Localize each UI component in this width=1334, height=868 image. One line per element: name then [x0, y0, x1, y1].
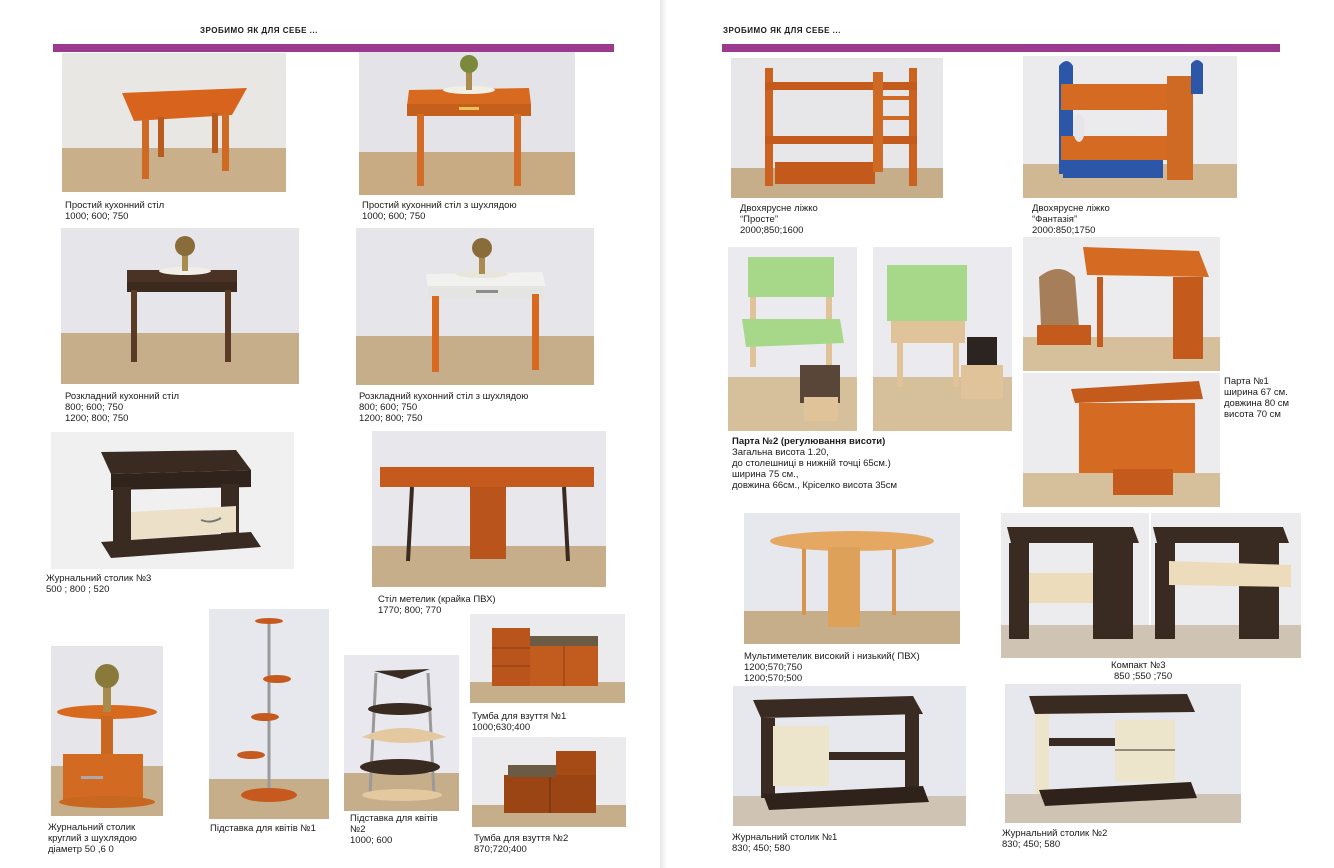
photo-flower-stand-2 — [344, 655, 459, 811]
caption-p3 — [65, 391, 179, 424]
caption-title: Парта №1 — [1224, 376, 1269, 387]
caption-title: Простий кухонний стіл з шухлядою — [362, 200, 517, 211]
photo-bunk-bed-fantasy — [1023, 56, 1237, 198]
photo-coffee-table-3 — [51, 432, 294, 569]
photo-folding-kitchen-table — [61, 228, 299, 384]
caption-line: ширина 67 см. — [1224, 387, 1288, 398]
caption-title: Розкладний кухонний стіл з шухлядою — [359, 391, 529, 402]
photo-shoe-cabinet-1 — [470, 614, 625, 703]
caption-title: Парта №2 (регулювання висоти) — [732, 436, 886, 447]
photo-folding-table-drawer — [356, 228, 594, 385]
photo-coffee-table-2 — [1005, 684, 1241, 823]
photo-compact-3 — [1001, 513, 1301, 658]
caption-line: 1000; 600 — [350, 835, 393, 846]
caption-line: “Фантазія” — [1032, 214, 1078, 225]
photo-kitchen-table-drawer — [359, 52, 575, 195]
photo-desk-2-low — [728, 247, 857, 431]
caption-line: 2000;850;1600 — [740, 225, 804, 236]
caption-r2 — [1032, 203, 1110, 236]
caption-p7 — [48, 822, 137, 855]
caption-line: круглий з шухлядою — [48, 833, 137, 844]
caption-line: 500 ; 800 ; 520 — [46, 584, 110, 595]
caption-line: Загальна висота 1.20, — [732, 447, 829, 458]
page-gutter — [660, 0, 667, 868]
photo-shoe-cabinet-2 — [472, 737, 626, 827]
caption-line: “Просте” — [740, 214, 778, 225]
photo-flower-stand-1 — [209, 609, 329, 819]
caption-p8 — [210, 823, 316, 834]
photo-multi-butterfly — [744, 513, 960, 644]
caption-line: 800; 600; 750 — [65, 402, 124, 413]
page-header: ЗРОБИМО ЯК ДЛЯ СЕБЕ ... — [200, 26, 318, 35]
caption-r3 — [732, 436, 897, 491]
caption-p5 — [46, 573, 151, 595]
caption-title: Тумба для взуття №1 — [472, 711, 567, 722]
caption-line: 1200;570;750 — [744, 662, 803, 673]
caption-line: 1770; 800; 770 — [378, 605, 442, 616]
caption-title: Підставка для квітів — [350, 813, 438, 824]
caption-r5 — [744, 651, 920, 684]
photo-bunk-bed-simple — [731, 58, 943, 198]
caption-title: Журнальний столик — [48, 822, 136, 833]
caption-p1 — [65, 200, 164, 222]
caption-line: 800; 600; 750 — [359, 402, 418, 413]
page-header: ЗРОБИМО ЯК ДЛЯ СЕБЕ ... — [723, 26, 841, 35]
photo-simple-kitchen-table — [62, 53, 286, 192]
photo-desk-2-high — [873, 247, 1012, 431]
caption-line: довжина 66см., Кріселко висота 35см — [732, 480, 898, 491]
caption-title: Компакт №3 — [1111, 660, 1166, 671]
right-page — [667, 0, 1334, 868]
caption-title: Мультиметелик високий і низький( ПВХ) — [744, 651, 920, 662]
caption-p2 — [362, 200, 517, 222]
caption-title: Журнальний столик №1 — [732, 832, 838, 843]
caption-p9 — [350, 813, 438, 846]
caption-p10 — [472, 711, 566, 733]
accent-bar — [722, 44, 1280, 52]
caption-r4 — [1224, 376, 1289, 420]
caption-line: 870;720;400 — [474, 844, 527, 855]
accent-bar — [53, 44, 614, 52]
caption-line: 830; 450; 580 — [1002, 839, 1061, 850]
caption-p4 — [359, 391, 528, 424]
left-page — [0, 0, 660, 868]
caption-line: 1200; 800; 750 — [65, 413, 129, 424]
caption-title: Двохярусне ліжко — [740, 203, 818, 214]
photo-desk-1-folded — [1023, 373, 1220, 507]
caption-line: 1000; 600; 750 — [65, 211, 129, 222]
caption-title: Двохярусне ліжко — [1032, 203, 1110, 214]
caption-line: 2000:850;1750 — [1032, 225, 1096, 236]
caption-title: Підставка для квітів №1 — [210, 823, 316, 834]
caption-line: №2 — [350, 824, 366, 835]
caption-r6 — [1111, 660, 1172, 682]
caption-line: висота 70 см — [1224, 409, 1281, 420]
caption-title: Журнальний столик №2 — [1002, 828, 1108, 839]
caption-line: до столешниці в нижній точці 65см.) — [732, 458, 891, 469]
caption-p6 — [378, 594, 496, 616]
caption-line: 1200; 800; 750 — [359, 413, 423, 424]
caption-line: ширина 75 см., — [732, 469, 799, 480]
caption-r7 — [732, 832, 837, 854]
caption-line: діаметр 50 ,6 0 — [48, 844, 114, 855]
caption-r1 — [740, 203, 818, 236]
caption-line: 1200;570;500 — [744, 673, 803, 684]
caption-line: 850 ;550 ;750 — [1114, 671, 1173, 682]
caption-title: Розкладний кухонний стіл — [65, 391, 180, 402]
photo-coffee-table-1 — [733, 686, 966, 826]
caption-p11 — [474, 833, 568, 855]
caption-line: 1000; 600; 750 — [362, 211, 426, 222]
caption-title: Простий кухонний стіл — [65, 200, 165, 211]
caption-title: Журнальний столик №3 — [46, 573, 152, 584]
photo-desk-1-open — [1023, 237, 1220, 371]
caption-title: Тумба для взуття №2 — [474, 833, 569, 844]
photo-butterfly-table — [372, 431, 606, 587]
caption-title: Стіл метелик (крайка ПВХ) — [378, 594, 496, 605]
caption-line: довжина 80 см — [1224, 398, 1290, 409]
photo-round-coffee-table — [51, 646, 163, 816]
caption-line: 1000;630;400 — [472, 722, 531, 733]
caption-line: 830; 450; 580 — [732, 843, 791, 854]
caption-r8 — [1002, 828, 1107, 850]
